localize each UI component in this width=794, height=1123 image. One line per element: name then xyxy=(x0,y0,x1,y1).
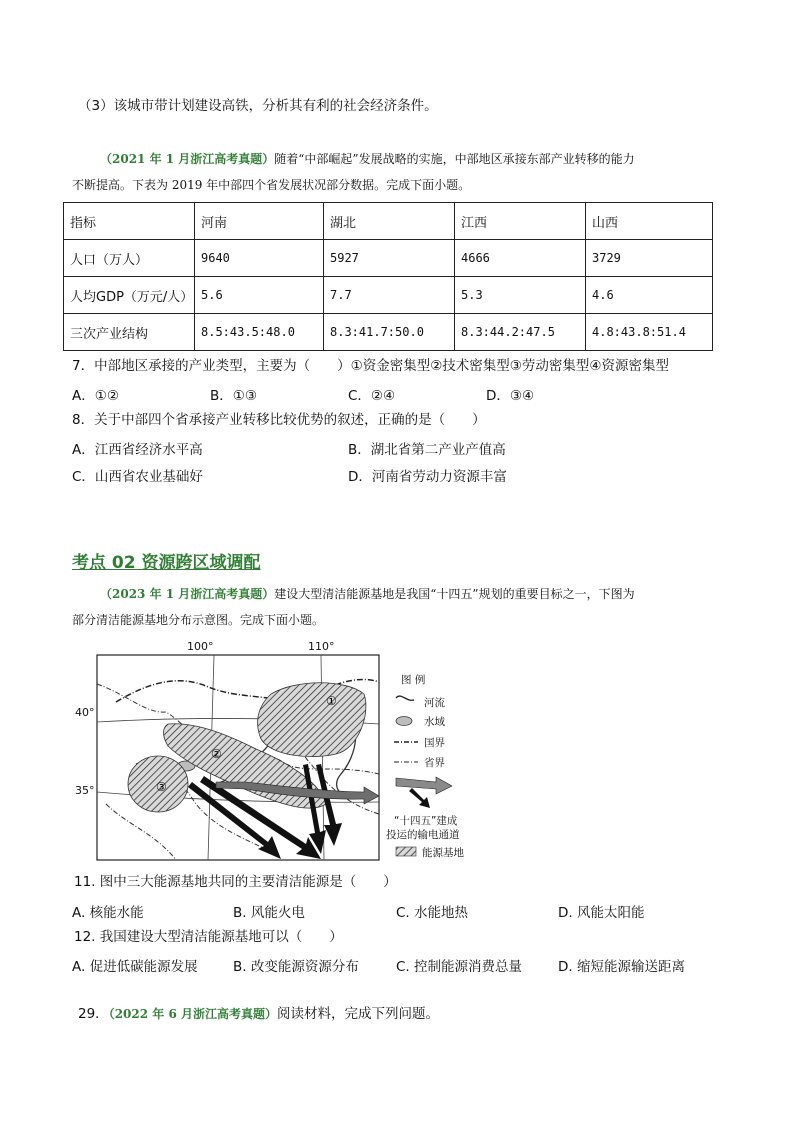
table-row xyxy=(64,277,713,314)
water-icon xyxy=(396,717,412,726)
base-label-2: ② xyxy=(211,747,222,761)
block2-intro-line1 xyxy=(100,585,635,603)
question-3-text: （3）该城市带计划建设高铁，分析其有利的社会经济条件。 xyxy=(78,98,438,114)
table-cell: 4.6 xyxy=(586,277,713,314)
table-cell: 人口（万人） xyxy=(64,240,195,277)
lat-label-35: 35° xyxy=(75,784,95,797)
energy-base-map xyxy=(96,654,476,864)
question-12-option-d: D. 缩短能源输送距离 xyxy=(558,959,685,975)
table-header-cell: 山西 xyxy=(586,203,713,240)
table-header-cell: 河南 xyxy=(195,203,324,240)
lat-label-40: 40° xyxy=(75,706,95,719)
table-row xyxy=(64,314,713,351)
block2-intro-a: 建设大型清洁能源基地是我国“十四五”规划的重要目标之一，下图为 xyxy=(274,587,635,601)
table-cell: 8.5:43.5:48.0 xyxy=(195,314,324,351)
block1-source: （2021 年 1 月浙江高考真题） xyxy=(100,152,275,166)
block2-source: （2023 年 1 月浙江高考真题） xyxy=(100,587,275,601)
table-header-cell: 江西 xyxy=(455,203,586,240)
question-7-option-b: B．①③ xyxy=(210,388,257,404)
table-cell: 5.3 xyxy=(455,277,586,314)
question-7-option-c: C．②④ xyxy=(348,388,396,404)
table-cell: 5927 xyxy=(324,240,455,277)
lon-label-100: 100° xyxy=(187,640,214,653)
question-12-option-a: A. 促进低碳能源发展 xyxy=(72,959,198,975)
block1-intro-line1 xyxy=(100,150,635,168)
table-cell: 9640 xyxy=(195,240,324,277)
map-legend xyxy=(386,673,464,859)
table-cell: 3729 xyxy=(586,240,713,277)
question-29-source: （2022 年 6 月浙江高考真题） xyxy=(108,1007,277,1021)
question-12-option-b: B. 改变能源资源分布 xyxy=(233,959,359,975)
question-11-option-c: C. 水能地热 xyxy=(396,905,469,921)
question-11-option-a: A. 核能水能 xyxy=(72,905,144,921)
question-8-option-a: A．江西省经济水平高 xyxy=(72,442,203,458)
question-11-option-b: B. 风能火电 xyxy=(233,905,305,921)
base-label-1: ① xyxy=(326,694,337,708)
lon-label-110: 110° xyxy=(308,640,335,653)
table-cell: 4.8:43.8:51.4 xyxy=(586,314,713,351)
question-12-option-c: C. 控制能源消费总量 xyxy=(396,959,523,975)
question-7-stem: 7．中部地区承接的产业类型，主要为（ ）①资金密集型②技术密集型③劳动密集型④资源密集型 xyxy=(72,358,669,374)
table-header-cell: 湖北 xyxy=(324,203,455,240)
energy-base-icon xyxy=(396,847,416,856)
legend-item-energy-base: 能源基地 xyxy=(422,847,464,859)
legend-item-province-border: 省界 xyxy=(424,757,445,769)
table-header-cell: 指标 xyxy=(64,203,195,240)
table-cell: 三次产业结构 xyxy=(64,314,195,351)
table-cell: 人均GDP（万元/人） xyxy=(64,277,195,314)
section-heading: 考点 02 资源跨区域调配 xyxy=(72,553,261,573)
question-29-text: 阅读材料，完成下列问题。 xyxy=(276,1006,439,1022)
table-cell: 4666 xyxy=(455,240,586,277)
block1-intro-a: 随着“中部崛起”发展战略的实施，中部地区承接东部产业转移的能力 xyxy=(274,152,635,166)
legend-channel-line1: “十四五”建成 xyxy=(394,815,458,827)
river-icon xyxy=(396,696,414,700)
province-data-table xyxy=(63,202,713,351)
question-8-option-c: C．山西省农业基础好 xyxy=(72,469,203,485)
legend-title: 图 例 xyxy=(401,674,426,686)
question-29-number: 29． xyxy=(78,1006,109,1022)
question-7-option-d: D．③④ xyxy=(486,388,535,404)
question-12-stem: 12. 我国建设大型清洁能源基地可以（ ） xyxy=(74,929,343,945)
block1-intro-b: 不断提高。下表为 2019 年中部四个省发展状况部分数据。完成下面小题。 xyxy=(72,178,471,192)
channel-arrow-icon xyxy=(396,777,452,794)
table-row xyxy=(64,240,713,277)
channel-arrow-icon xyxy=(409,788,430,808)
question-8-option-b: B．湖北省第二产业产值高 xyxy=(348,442,506,458)
table-cell: 8.3:44.2:47.5 xyxy=(455,314,586,351)
base-label-3: ③ xyxy=(156,780,167,794)
question-29-line xyxy=(78,1005,439,1023)
legend-item-water: 水域 xyxy=(424,716,445,728)
question-11-stem: 11. 图中三大能源基地共同的主要清洁能源是（ ） xyxy=(74,874,397,890)
table-cell: 7.7 xyxy=(324,277,455,314)
legend-item-river: 河流 xyxy=(424,697,445,709)
table-cell: 8.3:41.7:50.0 xyxy=(324,314,455,351)
table-cell: 5.6 xyxy=(195,277,324,314)
question-11-option-d: D. 风能太阳能 xyxy=(558,905,645,921)
question-8-option-d: D．河南省劳动力资源丰富 xyxy=(348,469,507,485)
table-header-row xyxy=(64,203,713,240)
question-8-stem: 8．关于中部四个省承接产业转移比较优势的叙述，正确的是（ ） xyxy=(72,412,486,428)
legend-channel-line2: 投运的输电通道 xyxy=(386,829,460,841)
energy-base-1 xyxy=(258,683,366,757)
legend-item-national-border: 国界 xyxy=(424,737,445,749)
question-7-option-a: A．①② xyxy=(72,388,119,404)
block2-intro-b: 部分清洁能源基地分布示意图。完成下面小题。 xyxy=(72,613,325,627)
